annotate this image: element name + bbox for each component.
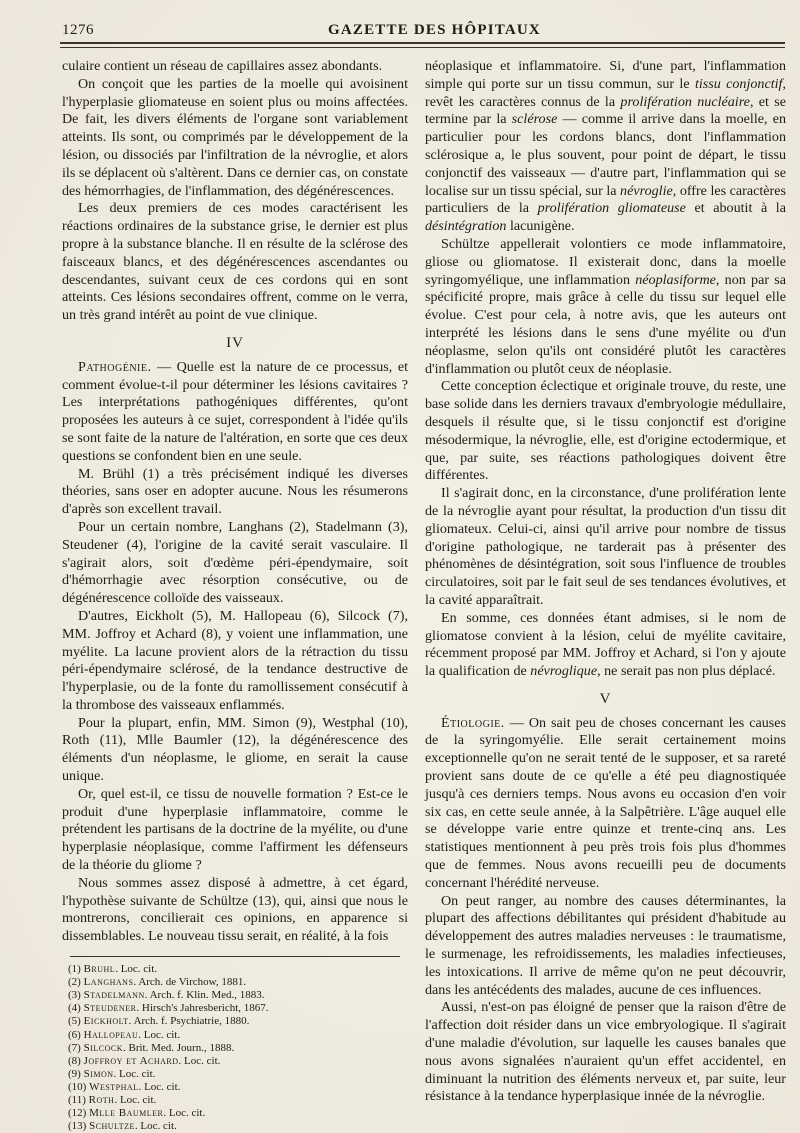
paragraph: Aussi, n'est-on pas éloigné de penser que la raison d'être de l'affection doit résider dans un vice embryologique. Il s'agirait d'une maladie d'évolution, sur laquelle les causes banales que nous avons signalées n'auraient qu'un effet accidentel, en diminuant la nutrition des éléments nerveux et, par suite, leur résistance à la tendance hyperplasique innée de la névroglie. (425, 999, 786, 1105)
paragraph-text: — On sait peu de choses concernant les causes de la syringomyélie. Elle serait certainement moins exceptionnelle qu'on ne serait tenté de le supposer, et sa rareté provient sans doute de ce qu'elle a été peu diagnostiquée jusqu'à ces derniers temps. Nous avons eu occasion d'en voir six cas, en cette seule année, à la Salpêtrière. L'âge auquel elle se développe varie entre quinze et trente-cinq ans. Les statistiques mentionnent à peu près trois fois plus d'hommes que de femmes. Nous avons recueilli peu de documents concernant l'hérédité nerveuse. (425, 714, 786, 891)
footnote: (4) Steudener. Hirsch's Jahresbericht, 1867. (68, 1002, 269, 1015)
footnote: (11) Roth. Loc. cit. (68, 1093, 157, 1106)
paragraph (425, 715, 786, 893)
paragraph: Pour la plupart, enfin, MM. Simon (9), Westphal (10), Roth (11), Mlle Baumler (12), la dégénérescence des éléments d'un néoplasme, le gliome, en serait la cause unique. (62, 714, 408, 785)
footnote: (5) Eickholt. Arch. f. Psychiatrie, 1880. (68, 1015, 250, 1028)
paragraph: Les deux premiers de ces modes caractérisent les réactions ordinaires de la substance grise, le dernier est plus propre à la substance blanche. Il en résulte de la sclérose des faisceaux blancs, et des dégénérescences ascendantes ou descendantes, suivant ceux de ces cordons qui en sont atteints. Ces lésions secondaires offrent, comme on le verra, un très grand intérêt au point de vue clinique. (62, 200, 408, 324)
header-rule-thin (60, 47, 785, 48)
footnote: (13) Schultze. Loc. cit. (68, 1120, 177, 1133)
paragraph: Schültze appellerait volontiers ce mode inflammatoire, gliose ou gliomatose. Il existerait donc, dans la moelle syringomyélique, une inflammation néoplasiforme, non par sa spécificité propre, mais grâce à celle du tissu sur lequel elle évolue. C'est pour cela, à notre avis, que les auteurs ont interprété les lésions dans le sens d'une myélite ou d'un néoplasme, selon qu'ils ont considéré plutôt les caractères d'inflammation ou plutôt ceux de néoplasie. (425, 235, 786, 377)
left-column (62, 58, 408, 1133)
footnote: (10) Westphal. Loc. cit. (68, 1080, 181, 1093)
footnote: (6) Hallopeau. Loc. cit. (68, 1028, 181, 1041)
section-lead: Pathogénie. (78, 358, 152, 375)
section-lead: Étiologie. (441, 714, 505, 731)
paragraph: Cette conception éclectique et originale trouve, du reste, une base solide dans les derniers travaux d'embryologie médullaire, desquels il résulte que, si le tissu conjonctif est d'origine mésodermique, la névroglie, elle, est d'origine ectodermique, et que, par suite, ses réactions pathologiques doivent être différentes. (425, 378, 786, 484)
footnote: (9) Simon. Loc. cit. (68, 1067, 156, 1080)
paragraph-text: — Quelle est la nature de ce processus, et comment évolue-t-il pour déterminer les lésions cavitaires ? Les interprétations pathogéniques différentes, qu'ont proposées les auteurs à ce sujet, correspondent à l'idée qu'ils se sont faite de la nature de l'altération, en sorte que ces deux questions se confondent bien en une seule. (62, 358, 408, 464)
paragraph: Il s'agirait donc, en la circonstance, d'une prolifération lente de la névroglie ayant pour résultat, la production d'un tissu dit gliomateux. Celui-ci, ainsi qu'il arrive pour nombre de tissus d'origine pathologique, ne tarderait pas à présenter des phénomènes de désintégration, soit sous l'influence de troubles circulatoires, soit par le fait seul de ses tendances évolutives, et la cavité apparaîtrait. (425, 485, 786, 608)
footnote-rule (70, 956, 400, 957)
footnote: (3) Stadelmann. Arch. f. Klin. Med., 1883. (68, 989, 265, 1002)
footnote: (1) Bruhl. Loc. cit. (68, 963, 158, 976)
footnote: (12) Mlle Baumler. Loc. cit. (68, 1107, 206, 1120)
paragraph: On conçoit que les parties de la moelle qui avoisinent l'hyperplasie gliomateuse en soient plus ou moins affectées. De fait, les divers éléments de l'organe sont variablement atteints. Ils sont, ou comprimés par le développement de la lésion, ou dissociés par l'infiltration de la névroglie, et alors ils se déplacent où s'altèrent. Dans ce dernier cas, on constate des hémorrhagies, de l'inflammation, des dégénérescences. (62, 75, 408, 199)
header-rule-thick (60, 42, 785, 44)
paragraph: Or, quel est-il, ce tissu de nouvelle formation ? Est-ce le produit d'une hyperplasie inflammatoire, comme le prétendent les partisans de la doctrine de la myélite, ou d'une hyperplasie néoplasique, comme l'affirment les défenseurs de la théorie du gliome ? (62, 785, 408, 874)
section-heading-iv: IV (226, 334, 244, 351)
footnotes (62, 963, 408, 1133)
footnote: (2) Langhans. Arch. de Virchow, 1881. (68, 976, 247, 989)
paragraph: Pour un certain nombre, Langhans (2), Stadelmann (3), Steudener (4), l'origine de la cavité serait vasculaire. Il s'agirait alors, soit d'œdème péri-épendymaire, soit d'hémorrhagie avec résorption consécutive, ou de dégénérescence colloïde des vaisseaux. (62, 518, 408, 607)
footnote: (8) Joffroy et Achard. Loc. cit. (68, 1054, 221, 1067)
running-title: GAZETTE DES HÔPITAUX (328, 22, 541, 38)
page-number: 1276 (62, 22, 94, 38)
paragraph: M. Brühl (1) a très précisément indiqué les diverses théories, sans oser en adopter aucune. Nous les résumerons d'après son excellent travail. (62, 465, 408, 518)
paragraph: néoplasique et inflammatoire. Si, d'une part, l'inflammation simple qui porte sur un tissu commun, sur le tissu conjonctif, revêt les caractères connus de la prolifération nucléaire, et se termine par la sclérose — comme il arrive dans la moelle, en particulier pour les cordons blancs, dont l'inflammation sclérosique a, le plus souvent, pour point de départ, le tissu conjonctif des vaisseaux — d'autre part, l'inflammation qui se localise sur un tissu spécial, sur la névroglie, offre les caractères particuliers de la prolifération gliomateuse et aboutit à la désintégration lacunigène. (425, 58, 787, 235)
paragraph: D'autres, Eickholt (5), M. Hallopeau (6), Silcock (7), MM. Joffroy et Achard (8), y voient une inflammation, une myélite. La lacune provient alors de la rétraction du tissu péri-épendymaire sclérosé, de la tendance destructive de l'hyperplasie, ou de la fonte du ramollissement consécutif à la thrombose des vaisseaux enflammés. (62, 607, 408, 713)
paragraph: culaire contient un réseau de capillaires assez abondants. (62, 58, 383, 74)
paragraph (62, 359, 408, 466)
section-heading-v: V (599, 690, 612, 707)
paragraph: En somme, ces données étant admises, si le nom de gliomatose convient à la lésion, celui de myélite cavitaire, récemment proposé par MM. Joffroy et Achard, si l'on y ajoute la qualification de névroglique, ne serait pas non plus déplacé. (425, 609, 786, 680)
paragraph: Nous sommes assez disposé à admettre, à cet égard, l'hypothèse suivante de Schültze (13), qui, ainsi que nous le montrerons, concilierait ces opinions, en apparence si dissemblables. Le nouveau tissu serait, en réalité, à la fois (62, 874, 408, 945)
paragraph: On peut ranger, au nombre des causes déterminantes, la plupart des affections débilitantes qui président d'habitude au développement des autres maladies nerveuses : le traumatisme, le surmenage, les refroidissements, les maladies infectieuses, les intoxications. Il arrive de même qu'on ne peut découvrir, dans les antécédents des malades, aucune de ces influences. (425, 892, 786, 998)
right-column (425, 58, 786, 1106)
footnote: (7) Silcock. Brit. Med. Journ., 1888. (68, 1041, 235, 1054)
